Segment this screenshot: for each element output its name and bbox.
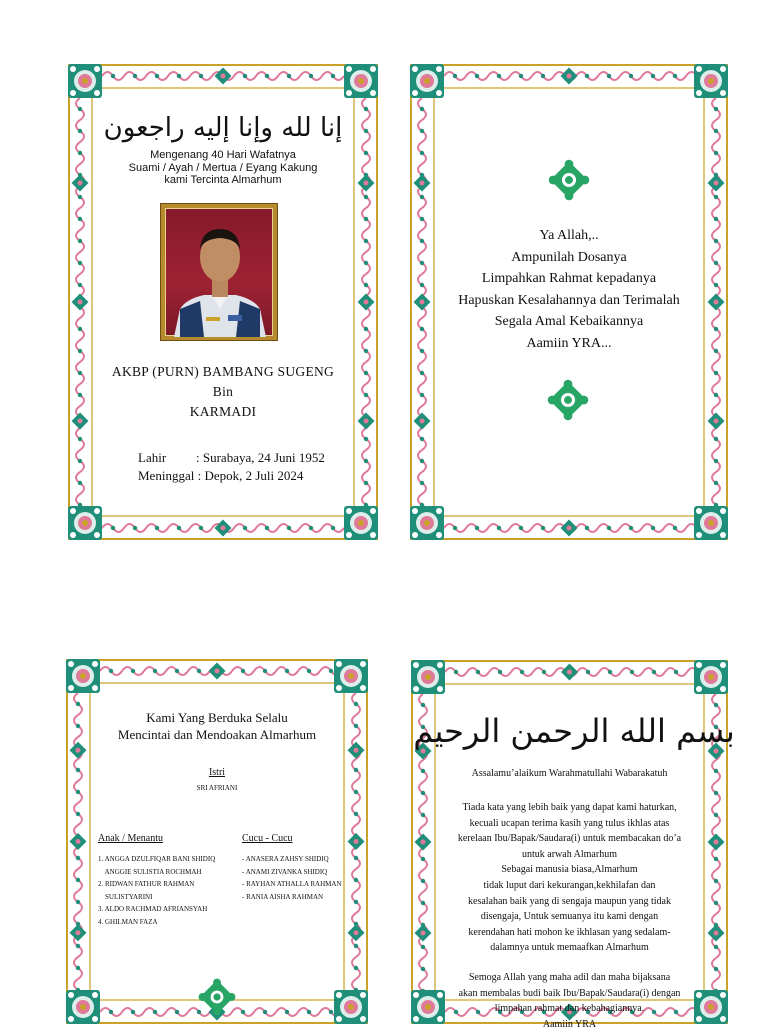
deceased-name: AKBP (PURN) BAMBANG SUGENG [111, 364, 335, 379]
list-item: SULISTYARINI [98, 892, 153, 901]
istri-label: Istri [208, 767, 226, 778]
arabic-calligraphy-basmala [413, 700, 735, 758]
greeting: Assalamu’alaikum Warahmatullahi Wabarakatuh [471, 768, 668, 779]
rosette-ornament [197, 977, 237, 1017]
memorial-caption: Mengenang 40 Hari Wafatnya Suami / Ayah / Mertua / Eyang Kakung kami Tercinta Almarhum [128, 149, 318, 186]
died-value: : Depok, 2 Juli 2024 [197, 468, 304, 483]
arabic-calligraphy-istirja [103, 104, 343, 146]
anak-label: Anak / Menantu [98, 833, 163, 844]
rosette-ornament [546, 378, 590, 422]
cucu-list [242, 853, 342, 903]
prayer-text: Ya Allah,.. Ampunilah Dosanya Limpahkan Rahmat kepadanya Hapuskan Kesalahannya dan Terimalah Segala Amal Kebaikannya Aamiin YRA... [458, 228, 680, 351]
list-item: 1. ANGGA DZULFIQAR BANI SHIDIQ [98, 855, 216, 863]
message-body: Tiada kata yang lebih baik yang dapat kami haturkan, kecuali ucapan terima kasih yang tulus ikhlas atas kerelaan Ibu/Bapak/Saudara(i) untuk membacakan do’a untuk arwah Almarhum Sebagai manusia biasa,Almarhum tidak luput dari kekurangan,kekhilafan dan kesalahan baik yang di sengaja maupun yang tidak disengaja, Untuk semuanya itu kami dengan kerendahan hati mohon ke ikhlasan yang sedalam- dalamnya untuk memaafkan Almarhum [457, 802, 682, 954]
cucu-label: Cucu - Cucu [242, 833, 293, 844]
list-item: ANGGIE SULISTIA ROCHMAH [98, 867, 202, 876]
birth-death-dates [138, 449, 325, 485]
list-item: - RANIA AISHA RAHMAN [242, 892, 324, 901]
svg-text:إنا لله وإنا إليه راجعون: إنا لله وإنا إليه راجعون [103, 113, 343, 143]
list-item: - RAYHAN ATHALLA RAHMAN [242, 880, 342, 888]
born-value: : Surabaya, 24 Juni 1952 [196, 450, 325, 465]
father-name: KARMADI [189, 404, 257, 419]
list-item: - ANAMI ZIVANKA SHIDIQ [242, 867, 328, 876]
list-item: 2. RIDWAN FATHUR RAHMAN [98, 880, 195, 888]
istri-name: SRI AFRIANI [196, 784, 238, 792]
family-heading: Kami Yang Berduka Selalu Mencintai dan Mendoakan Almarhum [117, 710, 317, 742]
memorial-card-prayer [410, 64, 728, 540]
svg-text:بسم الله الرحمن الرحيم: بسم الله الرحمن الرحيم [413, 712, 735, 750]
died-label: Meninggal [138, 468, 195, 483]
memorial-card-cover [68, 64, 378, 540]
list-item: - ANASERA ZAHSY SHIDIQ [242, 855, 329, 863]
deceased-name-block [68, 362, 378, 422]
closing-text: Semoga Allah yang maha adil dan maha bijaksana akan membalas budi baik Ibu/Bapak/Saudara(i) dengan limpahan rahmat dan kebahagiannya. Aamiin YRA [458, 972, 681, 1030]
rosette-ornament [547, 158, 591, 202]
anak-list [98, 853, 215, 928]
list-item: 4. GHILMAN FAZA [98, 917, 158, 926]
born-label: Lahir [138, 450, 167, 465]
list-item: 3. ALDO RACHMAD AFRIANSYAH [98, 905, 208, 913]
memorial-card-message [411, 660, 735, 1030]
portrait-photo [160, 203, 278, 341]
portrait-figure [166, 209, 274, 337]
memorial-card-family [66, 659, 368, 1024]
bin-label: Bin [212, 384, 234, 399]
